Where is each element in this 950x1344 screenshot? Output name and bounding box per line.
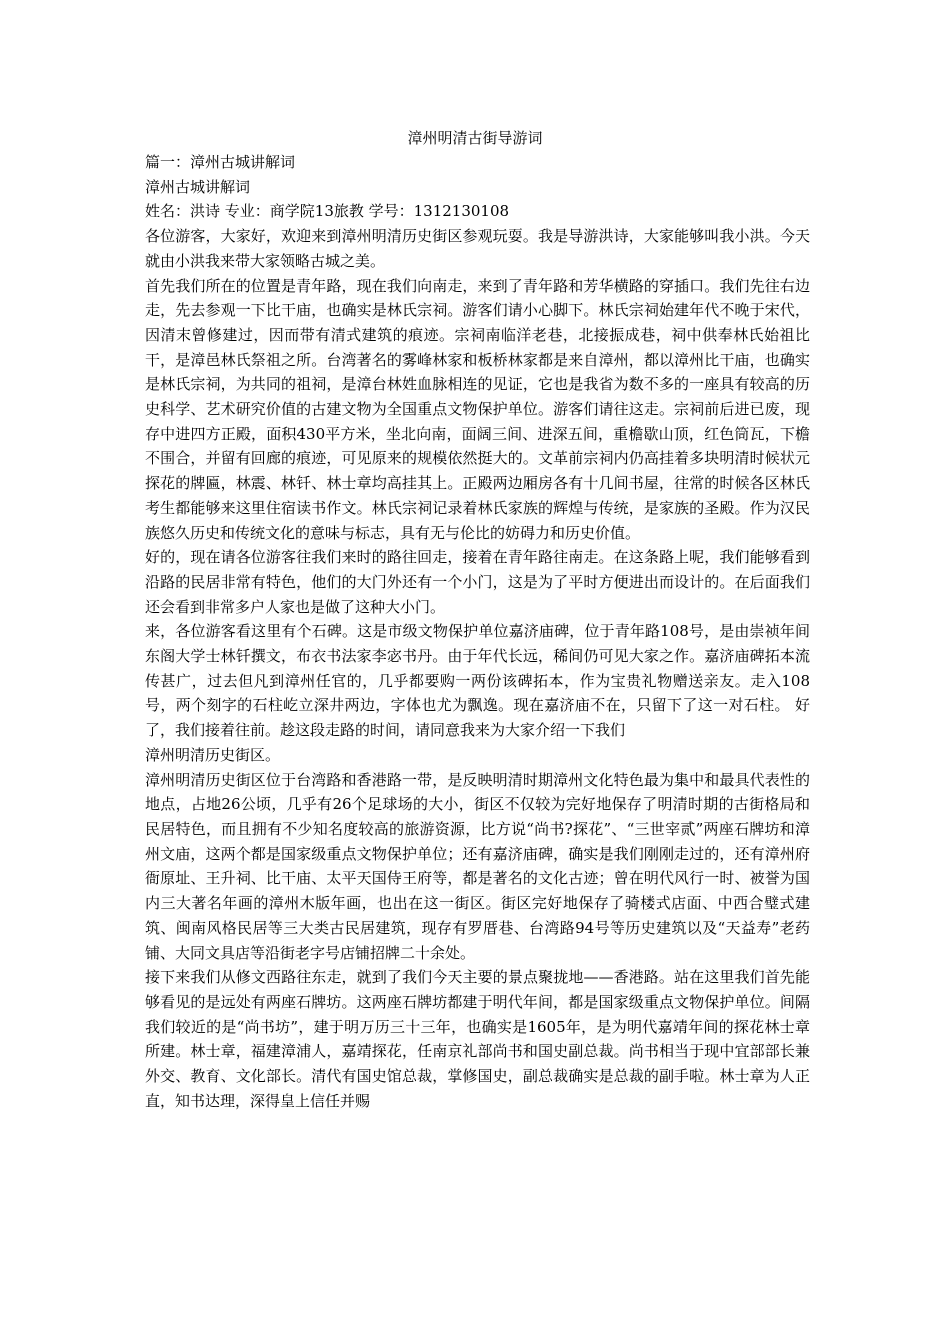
paragraph-lin-ancestral-hall: 首先我们所在的位置是青年路，现在我们向南走，来到了青年路和芳华横路的穿插口。我们先往右边走，先去参观一下比干庙，也确实是林氏宗祠。游客们请小心脚下。林氏宗祠始建年代不晚于宋代，因清末曾修建过，因而带有清式建筑的痕迹。宗祠南临洋老巷，北接振成巷，祠中供奉林氏始祖比干，是漳邑林氏祭祖之所。台湾著名的雾峰林家和板桥林家都是来自漳州，都以漳州比干庙，也确实是林氏宗祠，为共同的祖祠，是漳台林姓血脉相连的见证，它也是我省为数不多的一座具有较高的历史科学、艺术研究价值的古建文物为全国重点文物保护单位。游客们请往这走。宗祠前后进已废，现存中进四方正殿，面积430平方米，坐北向南，面阔三间、进深五间，重檐歇山顶，红色筒瓦，下檐不围合，并留有回廊的痕迹，可见原来的规模依然挺大的。文革前宗祠内仍高挂着多块明清时候状元探花的牌匾，林震、林钎、林士章均高挂其上。正殿两边厢房各有十几间书屋，往常的时候各区林氏考生都能够来这里住宿读书作文。林氏宗祠记录着林氏家族的辉煌与传统，是家族的圣殿。作为汉民族悠久历史和传统文化的意味与标志，具有无与伦比的妨碍力和历史价值。 — [145, 276, 810, 542]
document-body — [145, 150, 810, 1113]
paragraph-district-name: 漳州明清历史街区。 — [145, 745, 281, 764]
paragraph-hongkong-road: 接下来我们从修文西路往东走，就到了我们今天主要的景点聚拢地——香港路。站在这里我们首先能够看见的是远处有两座石牌坊。这两座石牌坊都建于明代年间，都是国家级重点文物保护单位。间隔我们较近的是“尚书坊”，建于明万历三十三年，也确实是1605年，是为明代嘉靖年间的探花林士章所建。林士章，福建漳浦人，嘉靖探花，任南京礼部尚书和国史副总裁。尚书相当于现中宜部部长兼外交、教育、文化部长。清代有国史馆总裁，掌修国史，副总裁确实是总裁的副手啦。林士章为人正直，知书达理，深得皇上信任并赐 — [145, 968, 810, 1110]
paragraph-district-overview: 漳州明清历史街区位于台湾路和香港路一带，是反映明清时期漳州文化特色最为集中和最具代表性的地点，占地26公顷，几乎有26个足球场的大小，街区不仅较为完好地保存了明清时期的古街格局和民居特色，而且拥有不少知名度较高的旅游资源，比方说“尚书?探花”、“三世宰贰”两座石牌坊和漳州文庙，这两个都是国家级重点文物保护单位；还有嘉济庙碑，确实是我们刚刚走过的，还有漳州府衙原址、王升祠、比干庙、太平天国侍王府等，都是著名的文化古迹；曾在明代风行一时、被誉为国内三大著名年画的漳州木版年画，也出在这一街区。街区完好地保存了骑楼式店面、中西合璧式建筑、闽南风格民居等三大类古民居建筑，现存有罗厝巷、台湾路94号等历史建筑以及“天益寿”老药铺、大同文具店等沿街老字号店铺招牌二十余处。 — [145, 770, 810, 962]
section-heading: 篇一：漳州古城讲解词 — [145, 153, 296, 171]
paragraph-jiaji-stele: 来，各位游客看这里有个石碑。这是市级文物保护单位嘉济庙碑，位于青年路108号，是由崇祯年间东阁大学士林钎撰文，布衣书法家李宓书丹。由于年代长远，稀间仍可见大家之作。嘉济庙碑拓本流传甚广，过去但凡到漳州任官的，几乎都要购一两份该碑拓本，作为宝贵礼物赠送亲友。走入108号，两个刻字的石柱屹立深井两边，字体也尤为飘逸。现在嘉济庙不在，只留下了这一对石柱。 好了，我们接着往前。趁这段走路的时间，请同意我来为大家介绍一下我们 — [145, 622, 810, 740]
document-title: 漳州明清古街导游词 — [407, 129, 543, 147]
paragraph-welcome: 各位游客，大家好，欢迎来到漳州明清历史街区参观玩耍。我是导游洪诗，大家能够叫我小洪。今天就由小洪我来带大家领略古城之美。 — [145, 227, 810, 270]
author-info-line: 姓名：洪诗 专业：商学院13旅教 学号：1312130108 — [145, 202, 510, 221]
section-subtitle: 漳州古城讲解词 — [145, 177, 251, 196]
paragraph-residences: 好的，现在请各位游客往我们来时的路往回走，接着在青年路往南走。在这条路上呢，我们能够看到沿路的民居非常有特色，他们的大门外还有一个小门，这是为了平时方便进出而设计的。在后面我们还会看到非常多户人家也是做了这种大小门。 — [145, 548, 810, 616]
